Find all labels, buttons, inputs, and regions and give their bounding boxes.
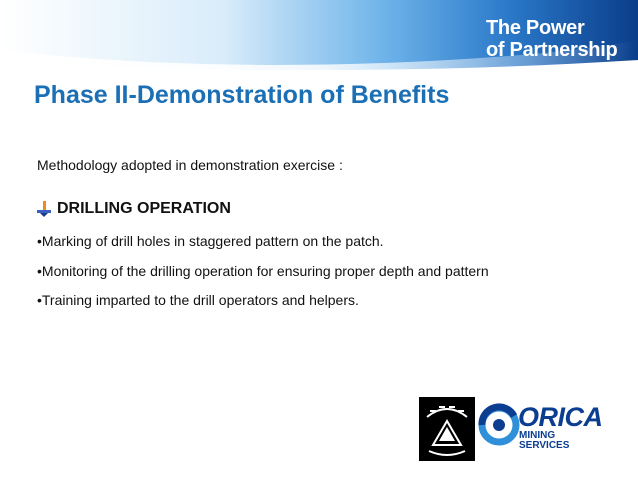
section-heading xyxy=(37,200,231,218)
slide-title: Phase II-Demonstration of Benefits xyxy=(34,81,450,109)
orica-subtitle xyxy=(519,431,569,451)
coal-india-logo xyxy=(419,397,475,461)
section-heading-label: DRILLING OPERATION xyxy=(57,200,231,217)
orica-sub-services: SERVICES xyxy=(519,440,570,451)
orica-wordmark: ORICA xyxy=(518,402,603,432)
bullet-item: •Training imparted to the drill operators and helpers. xyxy=(37,292,359,308)
orica-sub-mining: MINING xyxy=(519,430,556,441)
orica-logo xyxy=(478,398,604,456)
tagline-line-1: The Power xyxy=(486,17,585,39)
bullet-item: •Monitoring of the drilling operation for ensuring proper depth and pattern xyxy=(37,263,489,279)
arrow-bullet-icon xyxy=(37,201,51,217)
header-tagline xyxy=(486,17,617,61)
intro-text: Methodology adopted in demonstration exercise : xyxy=(37,157,343,173)
bullet-item: •Marking of drill holes in staggered pattern on the patch. xyxy=(37,233,384,249)
orica-swirl-icon xyxy=(478,400,520,450)
tagline-line-2: of Partnership xyxy=(486,39,618,61)
